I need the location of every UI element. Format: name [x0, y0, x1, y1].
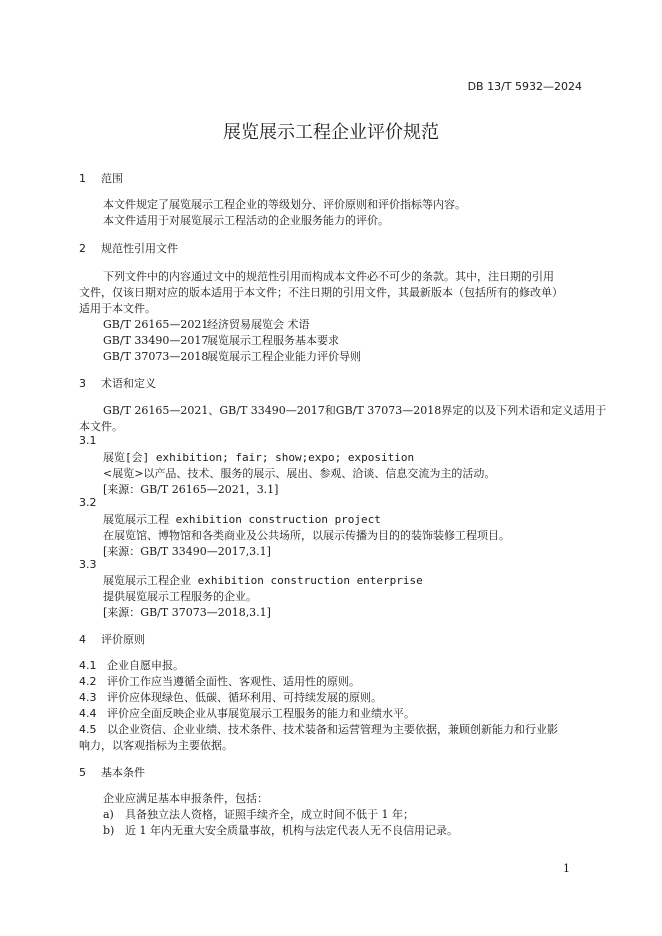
principle-number: 4.4: [79, 707, 97, 720]
section-3-number: 3: [79, 377, 86, 390]
section-2-title: 规范性引用文件: [101, 242, 178, 255]
principle-text: 评价应全面反映企业从事展览展示工程服务的能力和业绩水平。: [107, 707, 415, 720]
page-number: 1: [563, 862, 570, 875]
condition-item: [103, 822, 458, 838]
section-4-heading: [79, 631, 145, 647]
page-title: 展览展示工程企业评价规范: [223, 122, 439, 143]
reference-item: [103, 316, 310, 332]
principle-item: [79, 689, 382, 705]
term-entry: 展览展示工程 exhibition construction project: [103, 513, 381, 526]
principle-number: 4.3: [79, 691, 97, 704]
section-5-title: 基本条件: [101, 766, 145, 779]
principle-number: 4.5: [79, 723, 97, 736]
section-1-title: 范围: [101, 172, 123, 185]
principle-text: 评价应体现绿色、低碳、循环利用、可持续发展的原则。: [107, 691, 382, 704]
section-3-intro-line-2: 本文件。: [79, 420, 123, 433]
section-2-intro-line-2: 文件，仅该日期对应的版本适用于本文件；不注日期的引用文件，其最新版本（包括所有的修改单）: [79, 286, 563, 299]
principle-text: 以企业资信、企业业绩、技术条件、技术装备和运营管理为主要依据，兼顾创新能力和行业影: [107, 723, 558, 736]
reference-name: 经济贸易展览会 术语: [207, 318, 310, 331]
principle-number: 4.2: [79, 675, 97, 688]
term-source: [来源：GB/T 37073—2018,3.1]: [103, 606, 271, 619]
principle-item: [79, 657, 184, 673]
reference-item: [103, 348, 361, 364]
section-5-heading: [79, 764, 145, 780]
term-source: [来源：GB/T 26165—2021，3.1]: [103, 483, 279, 496]
principle-text: 企业自愿申报。: [107, 659, 184, 672]
reference-item: [103, 332, 339, 348]
section-3-heading: [79, 375, 156, 391]
section-2-intro-line-3: 适用于本文件。: [79, 302, 156, 315]
principle-item: [79, 705, 415, 721]
condition-label: a): [103, 808, 114, 821]
section-5-intro: 企业应满足基本申报条件，包括：: [103, 792, 268, 805]
section-5-number: 5: [79, 766, 86, 779]
section-1-number: 1: [79, 172, 86, 185]
term-definition: <展览>以产品、技术、服务的展示、展出、参观、洽谈、信息交流为主的活动。: [103, 467, 496, 480]
principle-text-continued: 响力，以客观指标为主要依据。: [79, 739, 233, 752]
reference-code: GB/T 26165—2021: [103, 318, 209, 331]
section-1-paragraph-2: 本文件适用于对展览展示工程活动的企业服务能力的评价。: [103, 214, 389, 227]
section-2-intro-line-1: 下列文件中的内容通过文中的规范性引用而构成本文件必不可少的条款。其中，注日期的引用: [103, 270, 554, 283]
section-4-number: 4: [79, 633, 86, 646]
term-number: 3.2: [79, 496, 97, 509]
section-2-number: 2: [79, 242, 86, 255]
reference-code: GB/T 33490—2017: [103, 334, 209, 347]
principle-text: 评价工作应当遵循全面性、客观性、适用性的原则。: [107, 675, 360, 688]
term-number: 3.3: [79, 558, 97, 571]
principle-number: 4.1: [79, 659, 97, 672]
term-definition: 在展览馆、博物馆和各类商业及公共场所，以展示传播为目的的装饰装修工程项目。: [103, 529, 510, 542]
principle-item: [79, 673, 360, 689]
term-source: [来源：GB/T 33490—2017,3.1]: [103, 545, 271, 558]
condition-text: 近 1 年内无重大安全质量事故，机构与法定代表人无不良信用记录。: [125, 824, 458, 837]
term-number: 3.1: [79, 434, 97, 447]
section-1-paragraph-1: 本文件规定了展览展示工程企业的等级划分、评价原则和评价指标等内容。: [103, 198, 466, 211]
section-3-title: 术语和定义: [101, 377, 156, 390]
principle-item: [79, 721, 558, 737]
section-2-heading: [79, 240, 178, 256]
document-code: DB 13/T 5932—2024: [467, 80, 582, 93]
condition-item: [103, 806, 414, 822]
condition-text: 具备独立法人资格，证照手续齐全，成立时间不低于 1 年；: [125, 808, 414, 821]
term-entry: 展览[会] exhibition; fair; show;expo; exposition: [103, 451, 415, 464]
reference-code: GB/T 37073—2018: [103, 350, 209, 363]
condition-label: b): [103, 824, 115, 837]
reference-name: 展览展示工程服务基本要求: [207, 334, 339, 347]
section-1-heading: [79, 170, 123, 186]
term-definition: 提供展览展示工程服务的企业。: [103, 590, 257, 603]
term-entry: 展览展示工程企业 exhibition construction enterprise: [103, 574, 423, 587]
reference-name: 展览展示工程企业能力评价导则: [207, 350, 361, 363]
section-3-intro-line-1: GB/T 26165—2021、GB/T 33490—2017和GB/T 37073—2018界定的以及下列术语和定义适用于: [103, 404, 607, 417]
section-4-title: 评价原则: [101, 633, 145, 646]
